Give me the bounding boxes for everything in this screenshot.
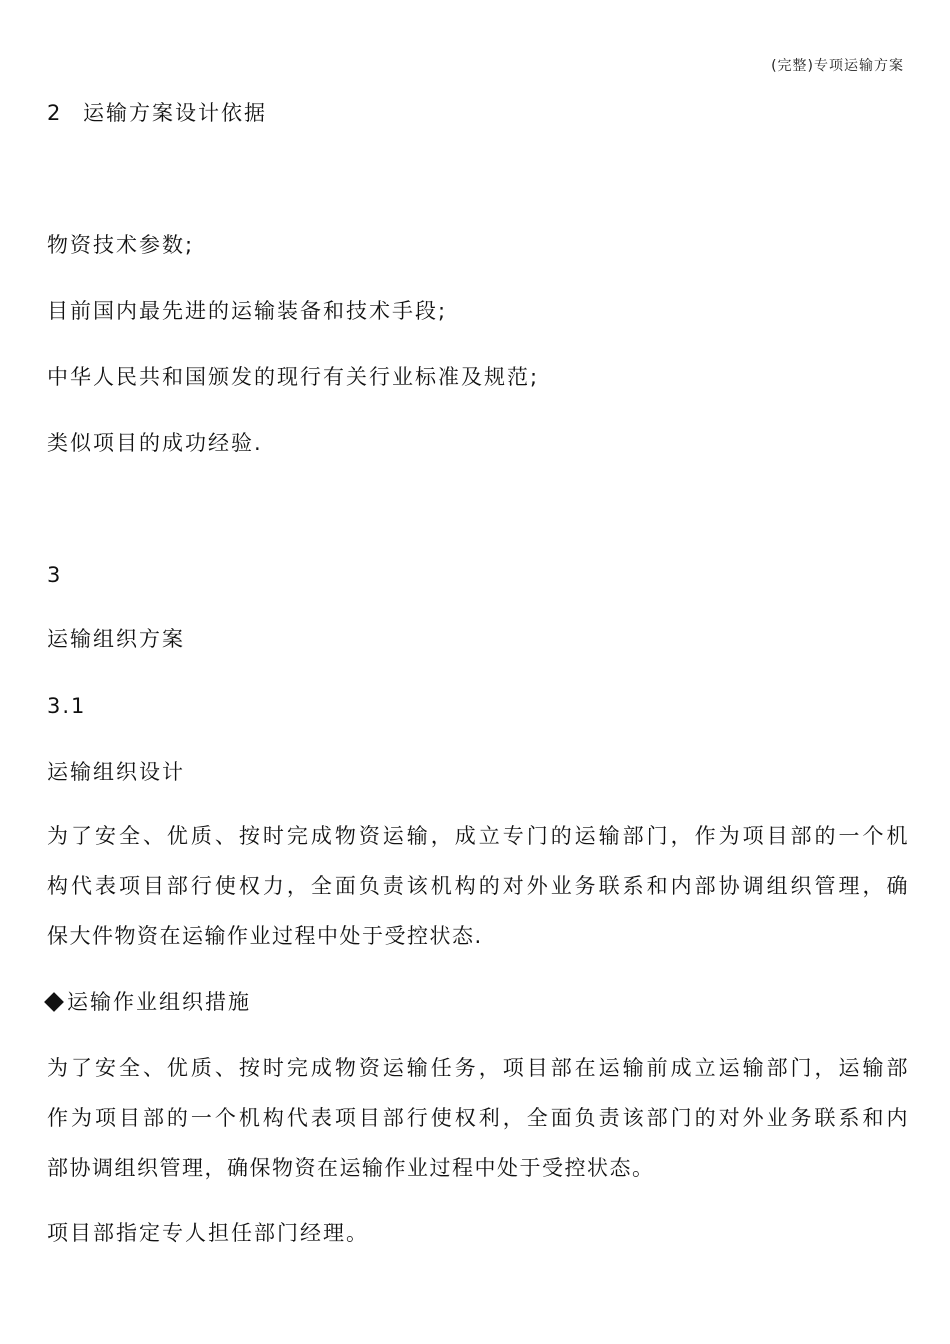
paragraph-line: 部协调组织管理，确保物资在运输作业过程中处于受控状态。 <box>47 1156 655 1180</box>
paragraph-line: 作为项目部的一个机构代表项目部行使权利，全面负责该部门的对外业务联系和内 <box>47 1106 909 1130</box>
diamond-bullet-icon <box>44 992 64 1012</box>
manager-assignment-line: 项目部指定专人担任部门经理。 <box>47 1221 369 1245</box>
section-3-number: 3 <box>47 563 63 587</box>
basis-item-1: 物资技术参数; <box>47 233 195 257</box>
paragraph-line: 保大件物资在运输作业过程中处于受控状态. <box>47 924 483 948</box>
section-3-1-title: 运输组织设计 <box>47 760 185 784</box>
paragraph-line: 构代表项目部行使权力，全面负责该机构的对外业务联系和内部协调组织管理，确 <box>47 874 909 898</box>
paragraph-organization-design <box>47 811 909 961</box>
measures-heading <box>44 988 251 1016</box>
basis-item-2: 目前国内最先进的运输装备和技术手段; <box>47 299 448 323</box>
paragraph-line: 为了安全、优质、按时完成物资运输，成立专门的运输部门，作为项目部的一个机 <box>47 824 909 848</box>
section-2-title: 运输方案设计依据 <box>83 101 267 125</box>
section-3-title: 运输组织方案 <box>47 627 185 651</box>
basis-item-3: 中华人民共和国颁发的现行有关行业标准及规范; <box>47 365 540 389</box>
section-2-heading <box>47 99 267 127</box>
measures-heading-text: 运输作业组织措施 <box>67 990 251 1014</box>
section-2-number: 2 <box>47 101 63 125</box>
paragraph-organization-measures <box>47 1043 909 1193</box>
section-3-1-number: 3.1 <box>47 694 87 718</box>
page-header: (完整)专项运输方案 <box>771 58 904 74</box>
paragraph-line: 为了安全、优质、按时完成物资运输任务，项目部在运输前成立运输部门，运输部 <box>47 1056 909 1080</box>
basis-item-4: 类似项目的成功经验. <box>47 431 263 455</box>
